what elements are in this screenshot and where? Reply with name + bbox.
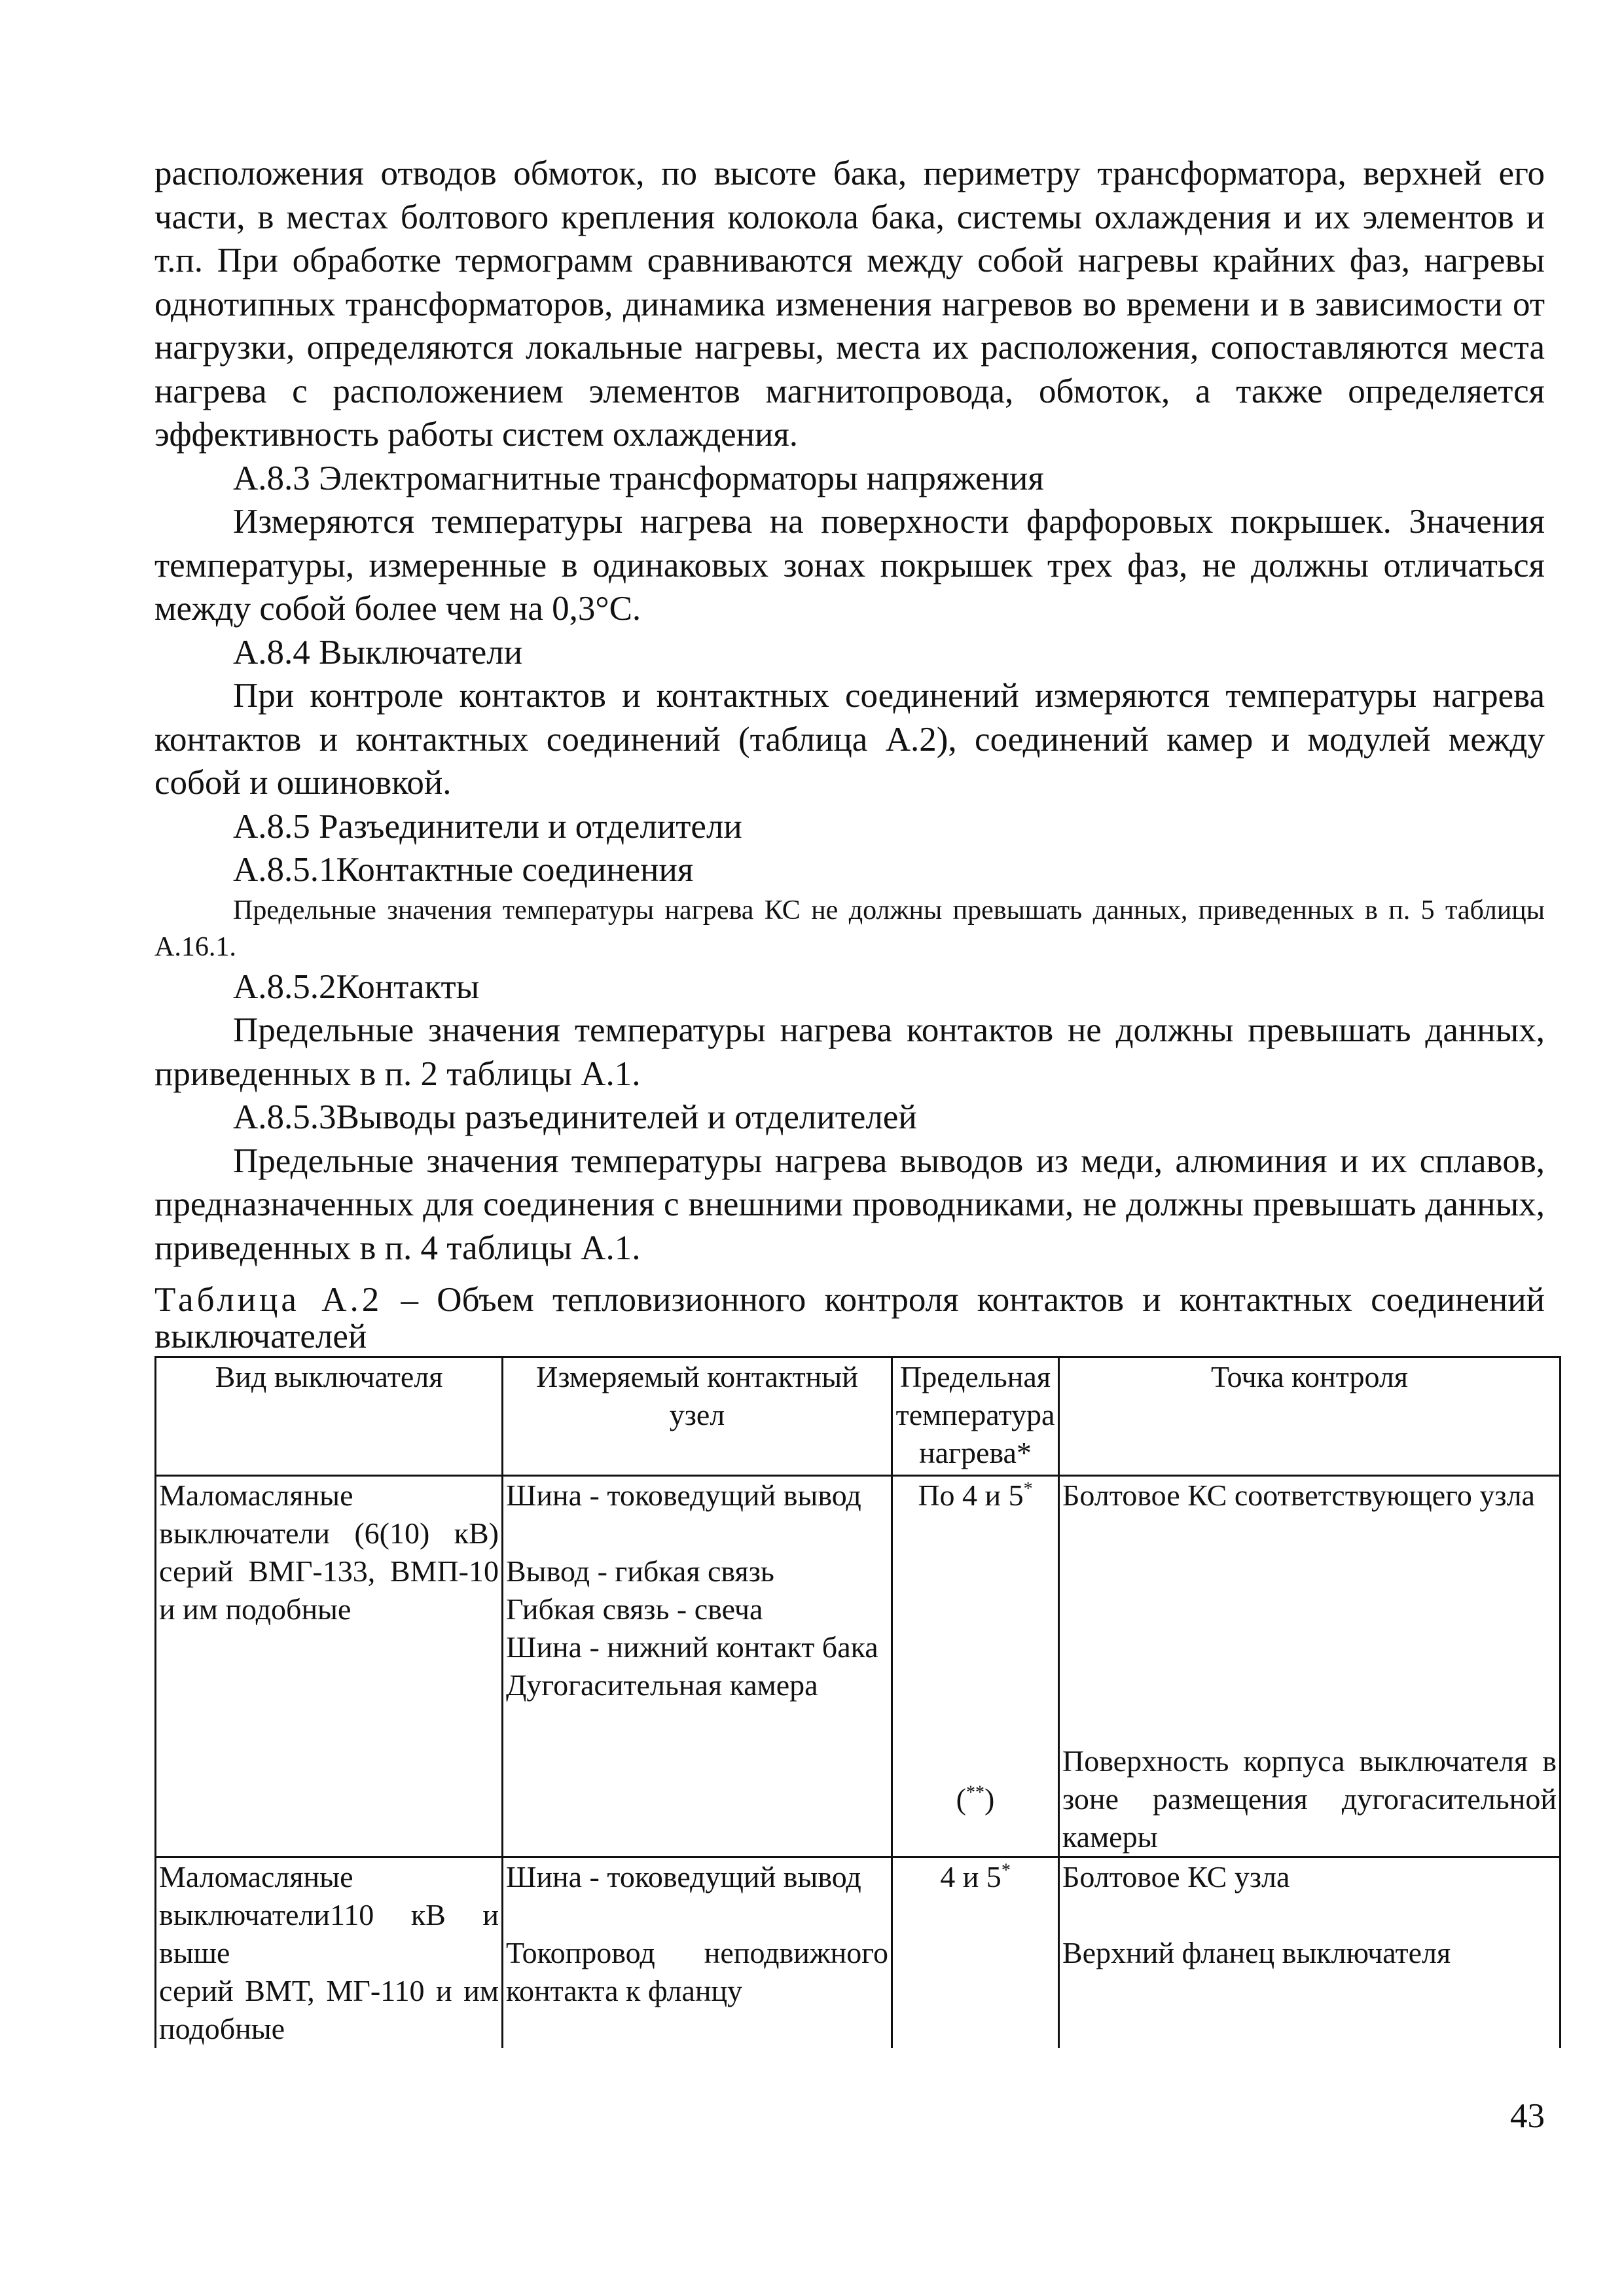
row1-breaker-type: Маломасляные выключатели (6(10) кВ) серий ВМГ-133, ВМП-10 и им подобные <box>156 1476 503 1857</box>
header-temperature-limit: Предельная температура нагрева* <box>892 1357 1059 1476</box>
table-row <box>156 1857 1561 2049</box>
row2-node-1: Шина - токоведущий вывод <box>506 1860 861 1893</box>
cell-spacer <box>1062 1515 1557 1742</box>
row2-temp-1 <box>895 1858 1055 1896</box>
row2-type-2: серий ВМТ, МГ-110 и им подобные <box>159 1974 499 2045</box>
row1-temp-2 <box>895 1780 1055 1818</box>
section-a853-text: Предельные значения температуры нагрева выводов из меди, алюминия и их сплавов, предназначенных для соединения с внешними проводниками, не должны превышать данных, приведенных в п. 4 таблицы А.1. <box>154 1141 1545 1267</box>
row1-contact-nodes <box>503 1476 892 1857</box>
row1-temperature-limits <box>892 1476 1059 1857</box>
footnote-mark: ** <box>966 1782 984 1803</box>
row1-node-3: Гибкая связь - свеча <box>506 1592 763 1626</box>
row1-node-2: Вывод - гибкая связь <box>506 1554 774 1588</box>
intro-paragraph: расположения отводов обмоток, по высоте бака, периметру трансформатора, верхней его части, в местах болтового крепления колокола бака, системы охлаждения и их элементов и т.п. При обработке термограмм сравниваются между собой нагревы крайних фаз, нагревы однотипных трансформаторов, динамика изменения нагревов во времени и в зависимости от нагрузки, определяются локальные нагревы, места их расположения, сопоставляются места нагрева с расположением элементов магнитопровода, обмоток, а также определяется эффективность работы систем охлаждения. <box>154 154 1545 454</box>
footnote-mark: * <box>1001 1860 1011 1881</box>
table-header-row <box>156 1357 1561 1476</box>
page-number: 43 <box>1510 2097 1545 2135</box>
paren-close: ) <box>984 1782 995 1816</box>
document-page <box>154 152 1557 2048</box>
table-caption <box>154 1282 1545 1355</box>
section-a83-heading: А.8.3 Электромагнитные трансформаторы напряжения <box>233 459 1044 497</box>
table-caption-rest: – Объем тепловизионного контроля контактов и контактных соединений выключателей <box>154 1281 1545 1355</box>
cell-spacer <box>1062 1896 1557 1934</box>
row1-node-1: Шина - токоведущий вывод <box>506 1479 861 1512</box>
section-a852-text: Предельные значения температуры нагрева контактов не должны превышать данных, приведенных в п. 2 таблицы А.1. <box>154 1011 1545 1093</box>
table-row <box>156 1476 1561 1857</box>
section-a851-text: Предельные значения температуры нагрева КС не должны превышать данных, приведенных в п. 5 таблицы А.16.1. <box>154 895 1545 962</box>
section-a851-heading: А.8.5.1Контактные соединения <box>233 851 694 889</box>
cell-spacer <box>506 1515 888 1552</box>
row2-temperature-limits <box>892 1857 1059 2049</box>
cell-spacer <box>506 1896 888 1934</box>
paren-open: ( <box>956 1782 966 1816</box>
section-a852-heading: А.8.5.2Контакты <box>233 967 480 1006</box>
footnote-mark: * <box>1023 1479 1033 1499</box>
row2-node-2: Токопровод неподвижного контакта к фланцу <box>506 1936 888 2007</box>
row1-point-1: Болтовое КС соответствующего узла <box>1062 1479 1535 1512</box>
row2-breaker-type <box>156 1857 503 2049</box>
table-caption-lead: Таблица А.2 <box>154 1281 383 1319</box>
section-a83-text: Измеряются температуры нагрева на поверхности фарфоровых покрышек. Значения температуры, измеренные в одинаковых зонах покрышек трех фаз, не должны отличаться между собой более чем на 0,3°С. <box>154 503 1545 628</box>
row2-control-points <box>1059 1857 1561 2049</box>
header-control-point: Точка контроля <box>1059 1357 1561 1476</box>
row2-type-1: Маломасляные выключатели110 кВ и выше <box>159 1860 499 1969</box>
row2-point-1: Болтовое КС узла <box>1062 1860 1290 1893</box>
row1-temp-1-text: По 4 и 5 <box>918 1479 1024 1512</box>
row2-contact-nodes <box>503 1857 892 2049</box>
row2-temp-1-text: 4 и 5 <box>940 1860 1001 1893</box>
section-a85-heading: А.8.5 Разъединители и отделители <box>233 807 742 846</box>
header-contact-node: Измеряемый контактный узел <box>503 1357 892 1476</box>
section-a84-text: При контроле контактов и контактных соединений измеряются температуры нагрева контактов и контактных соединений (таблица А.2), соединений камер и модулей между собой и ошиновкой. <box>154 677 1545 802</box>
row1-control-points <box>1059 1476 1561 1857</box>
row1-point-2: Поверхность корпуса выключателя в зоне размещения дугогасительной камеры <box>1062 1744 1557 1854</box>
row1-node-4: Шина - нижний контакт бака <box>506 1630 878 1664</box>
cell-spacer <box>895 1515 1055 1780</box>
breaker-inspection-table <box>154 1356 1561 2048</box>
section-a84-heading: А.8.4 Выключатели <box>233 633 523 672</box>
header-breaker-type: Вид выключателя <box>156 1357 503 1476</box>
row1-temp-1 <box>895 1477 1055 1515</box>
section-a853-heading: А.8.5.3Выводы разъединителей и отделителей <box>233 1098 917 1136</box>
row2-point-2: Верхний фланец выключателя <box>1062 1936 1451 1969</box>
row1-node-5: Дугогасительная камера <box>506 1668 818 1702</box>
